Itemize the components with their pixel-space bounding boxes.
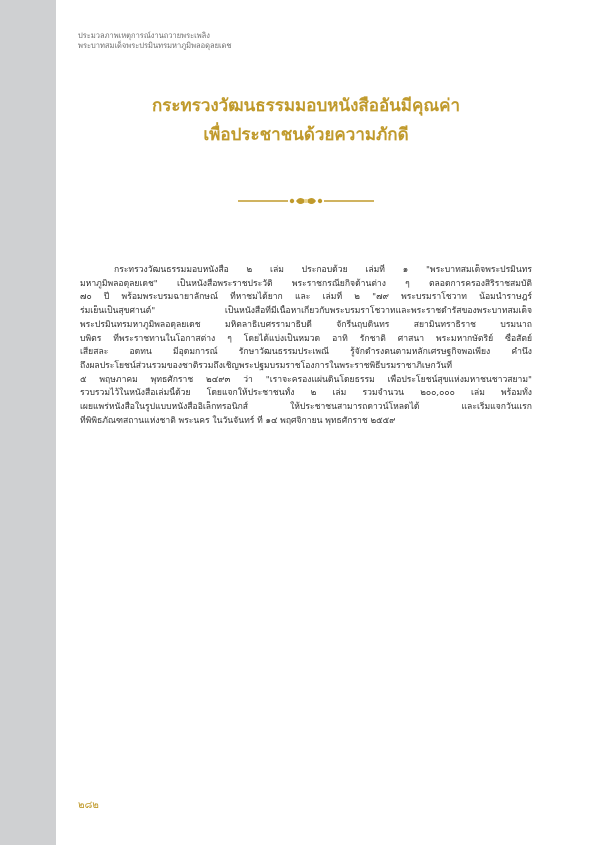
body-line: เสียสละ อดทน มีอุดมการณ์ รักษาวัฒนธรรมประเพณี รู้จักดำรงตนตามหลักเศรษฐกิจพอเพียง คำนึง (80, 347, 532, 358)
body-line: ถึงผลประโยชน์ส่วนรวมของชาติรวมถึงเชิญพระปฐมบรมราชโองการในพระราชพิธีบรมราชาภิเษกวันที่ (80, 360, 453, 371)
page-number: ๒๘๒ (78, 800, 99, 811)
page-title (80, 92, 532, 150)
side-color-strip (0, 0, 56, 845)
body-line: ๕ พฤษภาคม พุทธศักราช ๒๔๙๓ ว่า "เราจะครองแผ่นดินโดยธรรม เพื่อประโยชน์สุขแห่งมหาชนชาวสยาม" (80, 374, 532, 385)
title-line-1: กระทรวงวัฒนธรรมมอบหนังสืออันมีคุณค่า (151, 96, 461, 116)
running-header (78, 31, 378, 51)
title-line-2: เพื่อประชาชนด้วยความภักดี (203, 125, 409, 145)
running-header-line-1: ประมวลภาพเหตุการณ์งานถวายพระเพลิง (78, 31, 210, 40)
body-line: มหาภูมิพลอดุลยเดช" เป็นหนังสือพระราชประวัติ พระราชกรณียกิจด้านต่าง ๆ ตลอดการครองสิริราชสมบัติ (80, 278, 532, 289)
body-paragraph (80, 264, 532, 428)
body-line: ๗๐ ปี พร้อมพระบรมฉายาลักษณ์ ที่หาชมได้ยาก และ เล่มที่ ๒ "๗๙ พระบรมราโชวาท น้อมนำราษฎร์ (80, 292, 532, 303)
divider-ornament-icon (236, 194, 376, 208)
body-line: ร่มเย็นเป็นสุขศานต์" เป็นหนังสือที่มีเนื้อหาเกี่ยวกับพระบรมราโชวาทและพระราชดำรัสของพระบาทสมเด็จ (80, 306, 532, 317)
body-line: พระปรมินทรมหาภูมิพลอดุลยเดช มหิตลาธิเบศรรามาธิบดี จักรีนฤบดินทร สยามินทราธิราช บรมนาถ (80, 319, 532, 330)
running-header-line-2: พระบาทสมเด็จพระปรมินทรมหาภูมิพลอดุลยเดช (78, 41, 232, 50)
body-line: ที่พิพิธภัณฑสถานแห่งชาติ พระนคร ในวันจันทร์ ที่ ๑๔ พฤศจิกายน พุทธศักราช ๒๕๕๙ (80, 415, 396, 426)
body-line: เผยแพร่หนังสือในรูปแบบหนังสืออิเล็กทรอนิกส์ ให้ประชาชนสามารถดาวน์โหลดได้ และเริ่มแจกวันแรก (80, 402, 532, 413)
body-line: รวบรวมไว้ในหนังสือเล่มนี้ด้วย โดยแจกให้ประชาชนทั้ง ๒ เล่ม รวมจำนวน ๒๐๐,๐๐๐ เล่ม พร้อมทั้ง (80, 388, 532, 399)
body-line: บพิตร ที่พระราชทานในโอกาสต่าง ๆ โดยได้แบ่งเป็นหมวด อาทิ รักชาติ ศาสนา พระมหากษัตริย์ ซื่อสัตย์ (80, 333, 532, 344)
body-line: กระทรวงวัฒนธรรมมอบหนังสือ ๒ เล่ม ประกอบด้วย เล่มที่ ๑ "พระบาทสมเด็จพระปรมินทร (114, 265, 532, 275)
